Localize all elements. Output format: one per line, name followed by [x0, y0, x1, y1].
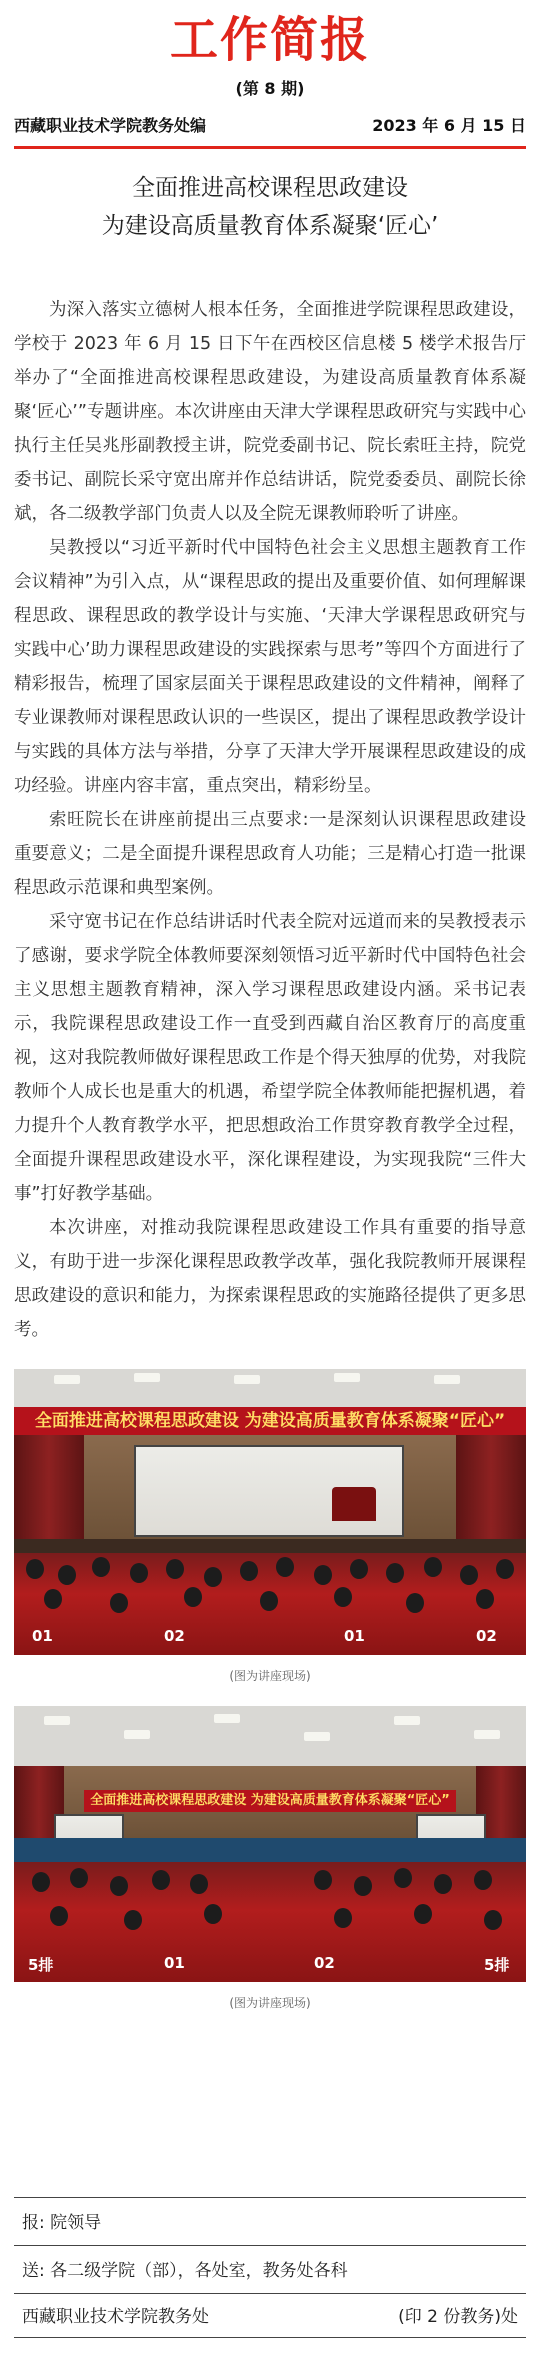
photo-figure-1 — [0, 1369, 540, 1684]
article-body — [0, 245, 540, 1347]
audience — [14, 1555, 526, 1615]
copies: (印 2 份教务)处 — [398, 2307, 518, 2327]
seat-label: 5排 — [484, 1956, 510, 1974]
issue-number: (第 8 期) — [235, 79, 305, 98]
stage-banner: 全面推进高校课程思政建设 为建设高质量教育体系凝聚“匠心” — [84, 1790, 456, 1812]
lecture-photo — [14, 1369, 526, 1655]
publisher-row — [0, 99, 540, 136]
publish-date: 2023 年 6 月 15 日 — [372, 116, 526, 135]
seat-label: 02 — [476, 1627, 497, 1645]
ceiling — [14, 1706, 526, 1766]
projection-screen — [134, 1445, 404, 1537]
seat-label: 02 — [164, 1627, 185, 1645]
paragraph: 本次讲座，对推动我院课程思政建设工作具有重要的指导意义，有助于进一步深化课程思政教学改革，强化我院教师开展课程思政建设的意识和能力，为探索课程思政的实施路径提供了更多思考。 — [14, 1218, 526, 1340]
article-headline — [0, 169, 540, 245]
seat-label: 5排 — [28, 1956, 54, 1974]
paragraph: 采守宽书记在作总结讲话时代表全院对远道而来的吴教授表示了感谢，要求学院全体教师要深刻领悟习近平新时代中国特色社会主义思想主题教育精神，深入学习课程思政建设内涵。采书记表示，我院课程思政建设工作一直受到西藏自治区教育厅的高度重视，这对我院教师做好课程思政工作是个得天独厚的优势，对我院教师个人成长也是重大的机遇，希望学院全体教师能把握机遇，着力提升个人教育教学水平，把思想政治工作贯穿教育教学全过程，全面提升课程思政建设水平，深化课程建设，为实现我院“三件大事”打好教学基础。 — [14, 912, 526, 1204]
headline-line-1: 全面推进高校课程思政建设 — [132, 175, 408, 201]
seat-label: 01 — [164, 1954, 185, 1972]
photo-figure-2 — [0, 1706, 540, 2011]
headline-line-2: 为建设高质量教育体系凝聚‘匠心’ — [101, 213, 439, 239]
lecture-photo — [14, 1706, 526, 1982]
paragraph: 吴教授以“习近平新时代中国特色社会主义思想主题教育工作会议精神”为引入点，从“课程思政的提出及重要价值、如何理解课程思政、课程思政的教学设计与实施、‘天津大学课程思政研究与实践中心’助力课程思政建设的实践探索与思考”等四个方面进行了精彩报告，梳理了国家层面关于课程思政建设的文件精神，阐释了专业课教师对课程思政认识的一些误区，提出了课程思政教学设计与实践的具体方法与举措，分享了天津大学开展课程思政建设的成功经验。讲座内容丰富，重点突出，精彩纷呈。 — [14, 538, 526, 796]
report-to: 报: 院领导 — [22, 2213, 102, 2233]
masthead-title: 工作简报 — [169, 12, 370, 68]
seat-label: 01 — [32, 1627, 53, 1645]
paragraph: 为深入落实立德树人根本任务，全面推进学院课程思政建设，学校于 2023 年 6 月 15 日下午在西校区信息楼 5 楼学术报告厅举办了“全面推进高校课程思政建设，为建设高质量教育体系凝聚‘匠心’”专题讲座。本次讲座由天津大学课程思政研究与实践中心执行主任吴兆彤副教授主讲，院党委副书记、院长索旺主持，院党委书记、副院长采守宽出席并作总结讲话，院党委委员、副院长徐斌，各二级教学部门负责人以及全院无课教师聆听了讲座。 — [14, 300, 526, 524]
photo-caption: (图为讲座现场) — [229, 1996, 311, 2010]
audience — [14, 1866, 526, 1936]
divider — [14, 2337, 526, 2338]
send-to: 送: 各二级学院（部），各处室，教务处各科 — [22, 2261, 348, 2281]
ceiling — [14, 1369, 526, 1407]
paragraph: 索旺院长在讲座前提出三点要求:一是深刻认识课程思政建设重要意义；二是全面提升课程思政育人功能；三是精心打造一批课程思政示范课和典型案例。 — [14, 810, 526, 898]
issuer-row — [0, 2294, 540, 2337]
seat-label: 02 — [314, 1954, 335, 1972]
red-divider — [14, 146, 526, 149]
publisher: 西藏职业技术学院教务处编 — [14, 116, 207, 135]
stage-banner: 全面推进高校课程思政建设 为建设高质量教育体系凝聚“匠心” — [14, 1407, 526, 1435]
photo-caption: (图为讲座现场) — [229, 1669, 311, 1683]
seat-label: 01 — [344, 1627, 365, 1645]
issuer: 西藏职业技术学院教务处 — [22, 2307, 209, 2327]
distribution-footer — [0, 2197, 540, 2338]
masthead — [0, 0, 540, 99]
